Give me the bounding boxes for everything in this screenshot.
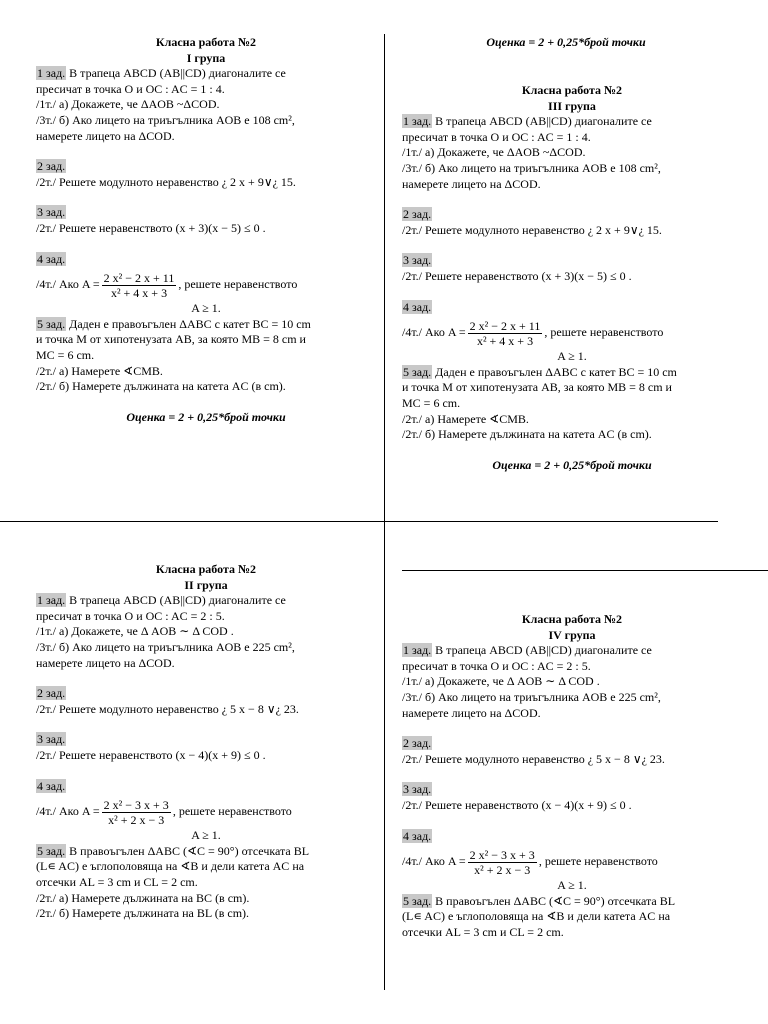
grade-formula: Оценка = 2 + 0,25*брой точки <box>126 409 286 424</box>
fraction-denominator: x² + 4 x + 3 <box>476 333 534 348</box>
group-name: I група <box>186 50 226 65</box>
task-1-line-5: намерете лицето на ΔCOD. <box>402 176 541 191</box>
task-1-line-5: намерете лицето на ΔCOD. <box>402 705 541 720</box>
card-group-4 <box>402 612 742 941</box>
card-title: Класна работа №2 <box>155 562 257 576</box>
task-3-tag: 3 зад. <box>37 205 66 220</box>
task-1-tag: 1 зад. <box>403 643 432 658</box>
task-2-tag-line <box>402 207 742 223</box>
task-2-text: /2т./ Решете модулното неравенство ¿ 5 x − 8 ∨¿ 23. <box>36 701 299 716</box>
task-4-formula: /4т./ Ако A = $\frac{\text{2 x² − 2 x + 11}}{\text{x² + 4 x + 3}}$ , решете неравенството <box>36 270 298 300</box>
card-group-2 <box>36 562 376 922</box>
task-1-line-5: намерете лицето на ΔCOD. <box>36 128 175 143</box>
task-2-tag-line <box>36 686 376 702</box>
task-5-line-1: 5 зад. Даден е правоъгълен ΔABC с катет BC = 10 cm <box>403 364 677 379</box>
spacer <box>36 764 376 779</box>
task-5-tag: 5 зад. <box>403 364 432 379</box>
task-5-line-2: (L∊ AC) е ъглополовяща на ∢B и дели катета AC на <box>402 909 671 924</box>
spacer <box>36 190 376 205</box>
task-1-line-3: /1т./ а) Докажете, че ΔAOB ~ΔCOD. <box>36 97 220 112</box>
fraction-numerator: 2 x² − 2 x + 11 <box>469 318 541 333</box>
task-1-line-1: 1 зад. В трапеца ABCD (AB||CD) диагоналите се <box>37 66 286 81</box>
spacer <box>36 671 376 686</box>
task-5-line-5: /2т./ б) Намерете дължината на BL (в cm). <box>36 906 250 921</box>
task-1-line-4: /3т./ б) Ако лицето на триъгълника AOB е 225 cm², <box>402 689 661 704</box>
task-3-tag: 3 зад. <box>403 782 432 797</box>
task-1-line-4: /3т./ б) Ако лицето на триъгълника AOB е 108 cm², <box>402 160 661 175</box>
task-2-tag-line <box>402 736 742 752</box>
task-1-line-4: /3т./ б) Ако лицето на триъгълника AOB е 225 cm², <box>36 639 295 654</box>
spacer <box>402 814 742 829</box>
fraction-denominator: x² + 2 x − 3 <box>108 812 165 827</box>
task-3-tag-line <box>402 253 742 269</box>
task-1-line-1: 1 зад. В трапеца ABCD (AB||CD) диагоналите се <box>37 593 286 608</box>
task-4-tag-line <box>36 779 376 795</box>
task-3-tag-line <box>36 205 376 221</box>
horizontal-divider-right <box>402 570 768 571</box>
task-4-tag-line <box>402 829 742 845</box>
grade-formula: Оценка = 2 + 0,25*брой точки <box>492 457 652 472</box>
fraction-numerator: 2 x² − 2 x + 11 <box>103 270 175 285</box>
task-2-tag: 2 зад. <box>403 207 432 222</box>
task-5-line-4: /2т./ а) Намерете ∢CMB. <box>402 411 529 426</box>
task-3-tag-line <box>36 732 376 748</box>
task-3-text: /2т./ Решете неравенството (x + 3)(x − 5) ≤ 0 . <box>36 220 266 235</box>
task-5-line-5: /2т./ б) Намерете дължината на катета AC (в cm). <box>36 379 286 394</box>
task-5-tag: 5 зад. <box>37 316 66 331</box>
task-5-line-3: MC = 6 cm. <box>36 347 95 362</box>
card-title: Класна работа №2 <box>521 83 623 97</box>
task-3-text: /2т./ Решете неравенството (x − 4)(x + 9) ≤ 0 . <box>36 747 266 762</box>
fraction <box>468 319 543 348</box>
task-4-tag: 4 зад. <box>37 251 66 266</box>
fraction <box>102 798 171 827</box>
task-3-tag: 3 зад. <box>37 732 66 747</box>
task-5-line-3: MC = 6 cm. <box>402 395 461 410</box>
spacer <box>36 395 376 410</box>
task-2-text: /2т./ Решете модулното неравенство ¿ 2 x + 9∨¿ 15. <box>402 222 662 237</box>
task-1-line-2: пресичат в точка O и OC : AC = 2 : 5. <box>402 658 591 673</box>
task-5-line-2: и точка M от хипотенузата AB, за която MB = 8 cm и <box>36 332 306 347</box>
task-4-condition: A ≥ 1. <box>557 878 587 893</box>
task-2-text: /2т./ Решете модулното неравенство ¿ 5 x − 8 ∨¿ 23. <box>402 751 665 766</box>
task-1-line-2: пресичат в точка O и OC : AC = 2 : 5. <box>36 608 225 623</box>
grade-formula-top-right: Оценка = 2 + 0,25*брой точки <box>486 35 646 49</box>
spacer <box>36 717 376 732</box>
task-2-tag: 2 зад. <box>37 159 66 174</box>
task-1-tag: 1 зад. <box>37 66 66 81</box>
spacer <box>36 144 376 159</box>
spacer <box>402 238 742 253</box>
task-5-line-3: отсечки AL = 3 cm и CL = 2 cm. <box>402 924 564 939</box>
group-name: IV група <box>548 627 596 642</box>
task-5-line-5: /2т./ б) Намерете дължината на катета AC (в cm). <box>402 427 652 442</box>
fraction <box>102 271 177 300</box>
task-4-condition: A ≥ 1. <box>191 301 221 316</box>
task-5-line-1: 5 зад. В правоъгълен ΔABC (∢C = 90°) отсечката BL <box>403 893 676 908</box>
card-group-3 <box>402 83 742 473</box>
group-name: II група <box>184 577 228 592</box>
card-group-1 <box>36 35 376 425</box>
spacer <box>402 192 742 207</box>
spacer <box>402 285 742 300</box>
task-4-tag-line <box>402 300 742 316</box>
task-1-line-5: намерете лицето на ΔCOD. <box>36 655 175 670</box>
task-1-tag: 1 зад. <box>37 593 66 608</box>
group-name: III група <box>548 98 596 113</box>
spacer <box>36 237 376 252</box>
fraction-numerator: 2 x² − 3 x + 3 <box>469 847 535 862</box>
task-5-line-1: 5 зад. Даден е правоъгълен ΔABC с катет BC = 10 cm <box>37 316 311 331</box>
task-4-tag-line <box>36 252 376 268</box>
task-5-line-4: /2т./ а) Намерете дължината на BC (в cm). <box>36 890 250 905</box>
horizontal-divider-left <box>0 521 718 522</box>
task-4-tag: 4 зад. <box>403 299 432 314</box>
task-3-text: /2т./ Решете неравенството (x + 3)(x − 5) ≤ 0 . <box>402 268 632 283</box>
task-5-line-3: отсечки AL = 3 cm и CL = 2 cm. <box>36 874 198 889</box>
vertical-divider <box>384 34 385 990</box>
task-4-formula: /4т./ Ако A = $\frac{\text{2 x² − 3 x + 3}}{\text{x² + 2 x − 3}}$ , решете неравенството <box>36 797 292 827</box>
task-5-line-4: /2т./ а) Намерете ∢CMB. <box>36 363 163 378</box>
task-1-line-3: /1т./ а) Докажете, че Δ AOB ∼ Δ COD . <box>36 624 234 639</box>
task-5-tag: 5 зад. <box>403 893 432 908</box>
task-5-line-1: 5 зад. В правоъгълен ΔABC (∢C = 90°) отсечката BL <box>37 843 310 858</box>
fraction-numerator: 2 x² − 3 x + 3 <box>103 797 169 812</box>
task-4-tag: 4 зад. <box>37 778 66 793</box>
task-1-line-4: /3т./ б) Ако лицето на триъгълника AOB е 108 cm², <box>36 112 295 127</box>
spacer <box>402 443 742 458</box>
task-4-condition: A ≥ 1. <box>557 349 587 364</box>
fraction-denominator: x² + 4 x + 3 <box>110 285 168 300</box>
spacer <box>402 721 742 736</box>
task-1-line-2: пресичат в точка O и OC : AC = 1 : 4. <box>36 81 225 96</box>
task-1-line-3: /1т./ а) Докажете, че Δ AOB ∼ Δ COD . <box>402 674 600 689</box>
task-2-tag: 2 зад. <box>403 736 432 751</box>
spacer <box>402 767 742 782</box>
task-3-tag: 3 зад. <box>403 253 432 268</box>
card-title: Класна работа №2 <box>521 612 623 626</box>
fraction <box>468 848 537 877</box>
task-1-line-1: 1 зад. В трапеца ABCD (AB||CD) диагоналите се <box>403 643 652 658</box>
task-1-tag: 1 зад. <box>403 114 432 129</box>
task-3-text: /2т./ Решете неравенството (x − 4)(x + 9) ≤ 0 . <box>402 797 632 812</box>
task-5-tag: 5 зад. <box>37 843 66 858</box>
task-2-tag-line <box>36 159 376 175</box>
task-1-line-2: пресичат в точка O и OC : AC = 1 : 4. <box>402 129 591 144</box>
task-2-tag: 2 зад. <box>37 686 66 701</box>
task-5-line-2: (L∊ AC) е ъглополовяща на ∢B и дели катета AC на <box>36 859 305 874</box>
task-4-tag: 4 зад. <box>403 828 432 843</box>
task-5-line-2: и точка M от хипотенузата AB, за която MB = 8 cm и <box>402 380 672 395</box>
task-4-formula: /4т./ Ако A = $\frac{\text{2 x² − 2 x + 11}}{\text{x² + 4 x + 3}}$ , решете неравенството <box>402 318 664 348</box>
task-2-text: /2т./ Решете модулното неравенство ¿ 2 x + 9∨¿ 15. <box>36 174 296 189</box>
task-3-tag-line <box>402 782 742 798</box>
task-1-line-3: /1т./ а) Докажете, че ΔAOB ~ΔCOD. <box>402 145 586 160</box>
fraction-denominator: x² + 2 x − 3 <box>474 862 531 877</box>
task-1-line-1: 1 зад. В трапеца ABCD (AB||CD) диагоналите се <box>403 114 652 129</box>
task-4-condition: A ≥ 1. <box>191 828 221 843</box>
card-title: Класна работа №2 <box>155 35 257 49</box>
task-4-formula: /4т./ Ако A = $\frac{\text{2 x² − 3 x + 3}}{\text{x² + 2 x − 3}}$ , решете неравенството <box>402 847 658 877</box>
